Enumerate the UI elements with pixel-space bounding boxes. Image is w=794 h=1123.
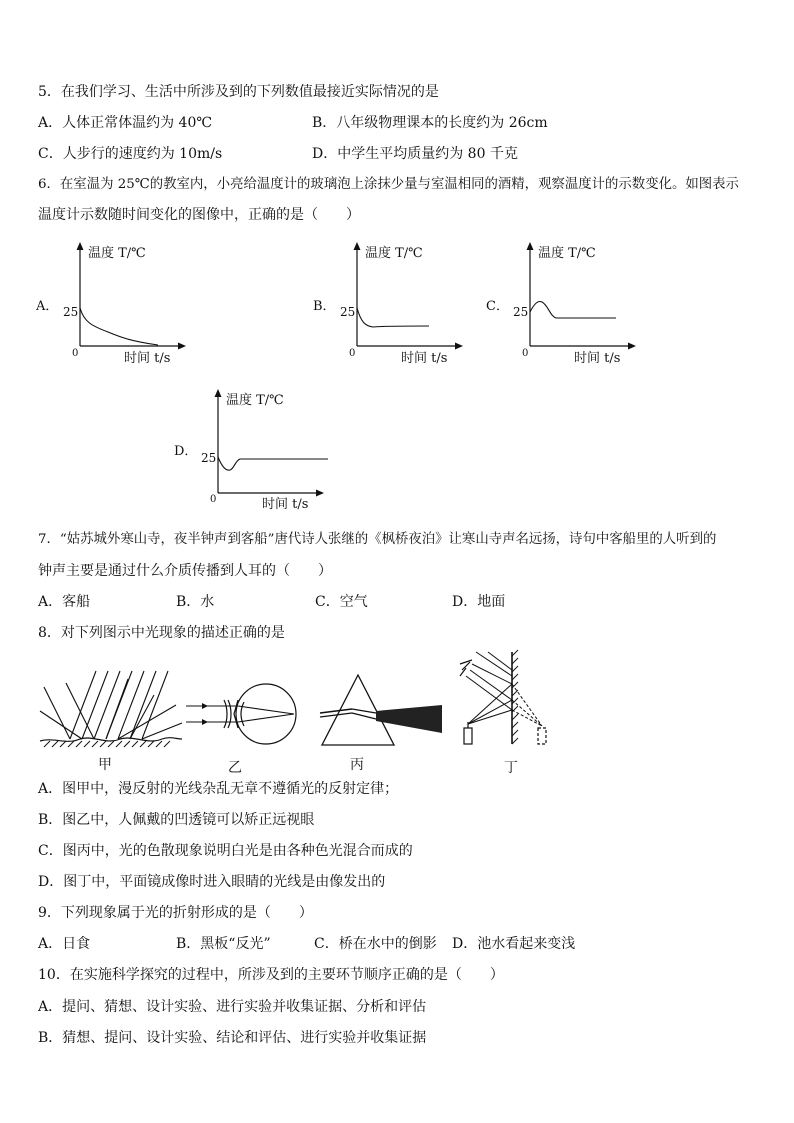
graph-c-letter: C．	[486, 299, 509, 314]
q5-option-a: A．人体正常体温约为 40℃	[38, 115, 213, 131]
q5-option-c: C．人步行的速度约为 10m/s	[38, 146, 223, 162]
q8-stem: 8．对下列图示中光现象的描述正确的是	[38, 625, 285, 641]
graph-d-origin: 0	[210, 494, 217, 505]
q7-option-a: A．客船	[38, 594, 91, 610]
graph-c-ylabel: 温度 T/℃	[538, 246, 596, 261]
q6-graph-a	[30, 238, 190, 368]
q8-figure-ding	[452, 648, 562, 778]
q9-option-a: A．日食	[38, 936, 91, 952]
q6-stem-line1: 6．在室温为 25℃的教室内，小亮给温度计的玻璃泡上涂抹少量与室温相同的酒精，观察温度计的示数变化。如图表示	[38, 177, 739, 192]
graph-a-tick-25: 25	[63, 305, 79, 319]
candle-icon	[464, 728, 472, 744]
q7-stem-line2: 钟声主要是通过什么介质传播到人耳的（ ）	[38, 563, 332, 579]
q7-stem-line1: 7．“姑苏城外寒山寺，夜半钟声到客船”唐代诗人张继的《枫桥夜泊》让寒山寺声名远扬，诗句中客船里的人听到的	[38, 532, 717, 547]
q5-stem: 5．在我们学习、生活中所涉及到的下列数值最接近实际情况的是	[38, 84, 439, 100]
q8-figure-yi	[182, 680, 302, 776]
graph-c-origin: 0	[522, 348, 529, 359]
graph-a-letter: A．	[36, 299, 59, 314]
graph-b-curve	[357, 308, 429, 327]
q10-option-b: B．猜想、提问、设计实验、结论和评估、进行实验并收集证据	[38, 1030, 427, 1046]
graph-a-xlabel: 时间 t/s	[124, 351, 171, 366]
graph-d-curve	[218, 457, 328, 470]
q9-option-d: D．池水看起来变浅	[452, 936, 576, 952]
graph-d-ylabel: 温度 T/℃	[226, 393, 284, 408]
q7-option-d: D．地面	[452, 594, 506, 610]
graph-b-origin: 0	[349, 348, 356, 359]
graph-b-tick-25: 25	[340, 305, 356, 319]
graph-b-ylabel: 温度 T/℃	[365, 246, 423, 261]
q6-graph-d	[168, 385, 328, 515]
q6-stem-line2: 温度计示数随时间变化的图像中，正确的是（ ）	[38, 207, 360, 223]
q8-option-b: B．图乙中，人佩戴的凹透镜可以矫正远视眼	[38, 812, 315, 828]
q9-option-b: B．黑板“反光”	[176, 936, 271, 952]
q7-option-b: B．水	[176, 594, 215, 610]
q6-graph-c	[480, 238, 640, 368]
figure-label-yi: 乙	[228, 760, 242, 776]
q8-option-d: D．图丁中，平面镜成像时进入眼睛的光线是由像发出的	[38, 874, 386, 890]
graph-b-letter: B．	[313, 299, 336, 314]
candle-image-icon	[538, 728, 546, 744]
q5-option-d: D．中学生平均质量约为 80 千克	[312, 146, 518, 162]
q8-option-a: A．图甲中，漫反射的光线杂乱无章不遵循光的反射定律；	[38, 781, 399, 797]
graph-d-letter: D．	[174, 444, 198, 459]
graph-d-tick-25: 25	[201, 451, 217, 465]
q10-option-a: A．提问、猜想、设计实验、进行实验并收集证据、分析和评估	[38, 999, 427, 1015]
figure-label-jia: 甲	[98, 757, 112, 773]
graph-d-xlabel: 时间 t/s	[262, 497, 309, 512]
graph-c-tick-25: 25	[513, 305, 529, 319]
q8-figure-jia	[36, 665, 186, 773]
q7-option-c: C．空气	[315, 594, 368, 610]
graph-a-ylabel: 温度 T/℃	[88, 246, 146, 261]
graph-c-xlabel: 时间 t/s	[574, 351, 621, 366]
q8-figure-bing	[316, 665, 446, 775]
q5-option-b: B．八年级物理课本的长度约为 26cm	[312, 115, 548, 131]
figure-label-bing: 丙	[350, 757, 364, 773]
eye-icon	[460, 660, 472, 676]
q6-graph-b	[307, 238, 467, 368]
q10-stem: 10．在实施科学探究的过程中，所涉及到的主要环节顺序正确的是（ ）	[38, 967, 504, 983]
graph-a-origin: 0	[72, 348, 79, 359]
q9-stem: 9．下列现象属于光的折射形成的是（ ）	[38, 905, 313, 921]
graph-c-curve	[530, 301, 616, 318]
q9-option-c: C．桥在水中的倒影	[314, 936, 437, 952]
graph-a-curve	[80, 308, 158, 345]
graph-b-xlabel: 时间 t/s	[401, 351, 448, 366]
figure-label-ding: 丁	[504, 760, 518, 776]
q8-option-c: C．图丙中，光的色散现象说明白光是由各种色光混合而成的	[38, 843, 413, 859]
